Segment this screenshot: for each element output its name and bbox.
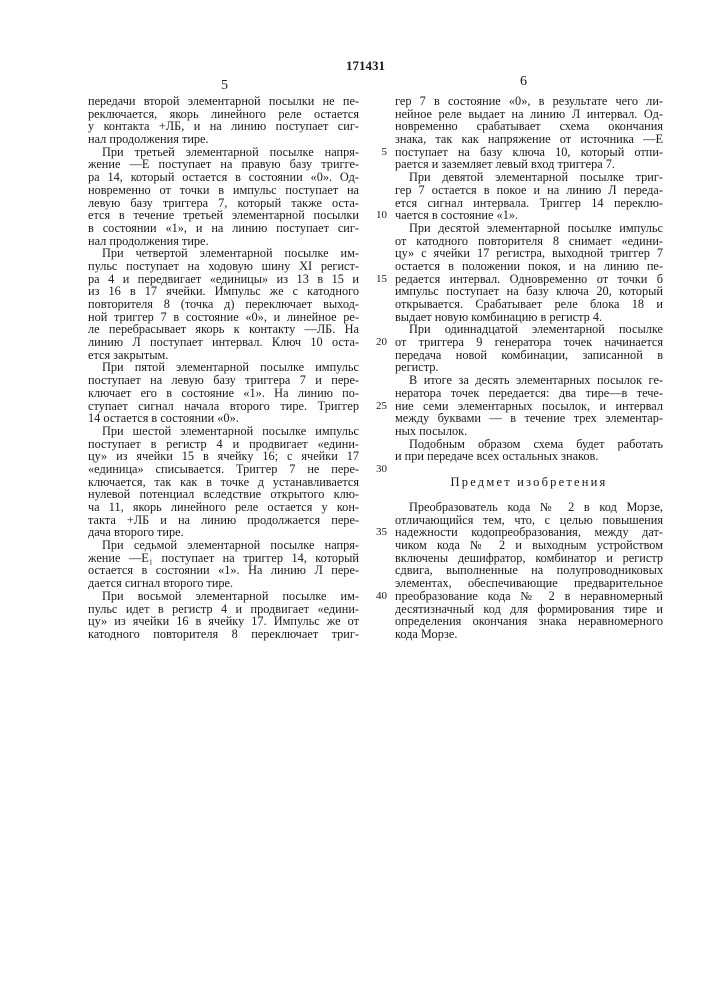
text-line: ной триггер 7 в состояние «0», и линейное ре-	[88, 311, 359, 324]
text-line: нал продолжения тире.	[88, 133, 359, 146]
text-line: жение —E₁ поступает на триггер 14, который	[88, 552, 359, 565]
text-line: пульс идет в регистр 4 и продвигает «едини-	[88, 603, 359, 616]
blank-line	[395, 463, 663, 476]
text-line: редается интервал. Одновременно от точки б 15	[395, 273, 663, 286]
text-line: Преобразователь кода № 2 в код Морзе,	[395, 501, 663, 514]
paragraph	[395, 95, 663, 171]
text-line: гер 7 в состояние «0», в результате чего ли-	[395, 95, 663, 108]
text-line: рается и заземляет левый вход триггера 7.	[395, 158, 663, 171]
text-line: При седьмой элементарной посылке напря-	[88, 539, 359, 552]
text-line: нератора точек передается: два тире—в тече-	[395, 387, 663, 400]
paragraph	[88, 590, 359, 641]
text-line: и при передаче всех остальных знаков.	[395, 450, 663, 463]
text-line: ется сигнал интервала. Триггер 14 переклю-	[395, 197, 663, 210]
text-line: жение —Е поступает на правую базу тригге-	[88, 158, 359, 171]
text-line: включены дешифратор, комбинатор и регистр	[395, 552, 663, 565]
text-line: чиком кода № 2 и выходным устройством	[395, 539, 663, 552]
left-text-column	[88, 95, 359, 641]
text-line: ключается, так как в точке д устанавливается	[88, 476, 359, 489]
text-line: в состоянии «1», и на линию поступает сиг-	[88, 222, 359, 235]
text-line: В итоге за десять элементарных посылок ге-	[395, 374, 663, 387]
text-line: регистр.	[395, 361, 663, 374]
paragraph	[395, 222, 663, 324]
text-line: выдает новую комбинацию в регистр 4.	[395, 311, 663, 324]
line-number: 40	[371, 590, 387, 603]
line-number: 10	[371, 209, 387, 222]
paragraph	[88, 247, 359, 361]
text-line: цу» из ячейки 15 в ячейку 16; с ячейки 17	[88, 450, 359, 463]
text-line: новременно срабатывает схема окончания	[395, 120, 663, 133]
text-line: чается в состояние «1». 10	[395, 209, 663, 222]
text-line: передачи второй элементарной посылки не пе-	[88, 95, 359, 108]
line-number: 25	[371, 400, 387, 413]
text-line: десятизначный код для формирования тире и	[395, 603, 663, 616]
line-number: 30	[371, 463, 387, 476]
text-line: остается в положении покоя, и на линию пе-	[395, 260, 663, 273]
line-number: 15	[371, 273, 387, 286]
text-line: дача второго тире.	[88, 526, 359, 539]
line-number: 35	[371, 526, 387, 539]
text-line: знака, так как напряжение от источника —Е	[395, 133, 663, 146]
text-line: «единица» списывается. Триггер 7 не пере-	[88, 463, 359, 476]
paragraph	[88, 425, 359, 539]
paragraph	[395, 323, 663, 374]
patent-number: 171431	[346, 58, 385, 74]
text-line: от катодного повторителя 8 снимает «едини-	[395, 235, 663, 248]
line-number: 5	[371, 146, 387, 159]
section-heading: Предмет изобретения	[395, 476, 663, 489]
text-line: 14 остается в состоянии «0».	[88, 412, 359, 425]
text-line: у контакта +ЛБ, и на линию поступает сиг-	[88, 120, 359, 133]
text-line: ра 14, который остается в состоянии «0». Од-	[88, 171, 359, 184]
text-line: преобразование кода № 2 в неравномерный 40	[395, 590, 663, 603]
text-line: ключает его в состояние «1». На линию по-	[88, 387, 359, 400]
text-line: катодного повторителя 8 переключает триг-	[88, 628, 359, 641]
text-line: При пятой элементарной посылке импульс	[88, 361, 359, 374]
text-line: дается сигнал второго тире.	[88, 577, 359, 590]
text-line: передача новой комбинации, записанной в	[395, 349, 663, 362]
text-line: такта +ЛБ и на линию продолжается пере-	[88, 514, 359, 527]
text-line: поступает на базу ключа 10, который отпи- 5	[395, 146, 663, 159]
text-line: нейное реле выдает на линию Л интервал. Од-	[395, 108, 663, 121]
text-line: ных посылок.	[395, 425, 663, 438]
paragraph	[395, 501, 663, 641]
text-line: кода Морзе.	[395, 628, 663, 641]
text-line: ступает сигнал начала второго тире. Триггер	[88, 400, 359, 413]
text-line: гер 7 остается в покое и на линию Л переда-	[395, 184, 663, 197]
text-line: ется в течение третьей элементарной посылки	[88, 209, 359, 222]
text-line: Подобным образом схема будет работать	[395, 438, 663, 451]
page-number-right: 6	[520, 74, 527, 90]
text-line: от триггера 9 генератора точек начинается 20	[395, 336, 663, 349]
text-line: нал продолжения тире.	[88, 235, 359, 248]
text-line: элементах, обеспечивающие предварительное	[395, 577, 663, 590]
text-line: открывается. Срабатывает реле блока 18 и	[395, 298, 663, 311]
text-line: нулевой потенциал вследствие открытого клю-	[88, 488, 359, 501]
text-line: цу» с ячейки 17 регистра, выходной триггер 7	[395, 247, 663, 260]
text-line: При девятой элементарной посылке триг-	[395, 171, 663, 184]
text-line: цу» из ячейки 16 в ячейку 17. Импульс же от	[88, 615, 359, 628]
text-line: При десятой элементарной посылке импульс	[395, 222, 663, 235]
text-line: При шестой элементарной посылке импульс	[88, 425, 359, 438]
line-number: 20	[371, 336, 387, 349]
text-line: надежности кодопреобразования, между дат- 35	[395, 526, 663, 539]
text-line: из 16 в 17 ячейки. Импульс же с катодного	[88, 285, 359, 298]
paragraph	[88, 539, 359, 590]
paragraph	[88, 95, 359, 146]
text-line: отличающийся тем, что, с целью повышения	[395, 514, 663, 527]
paragraph	[395, 438, 663, 463]
text-line: повторителя 8 (точка д) переключает выход-	[88, 298, 359, 311]
page-number-left: 5	[221, 78, 228, 94]
text-line: ра 4 и передвигает «единицы» из 13 в 15 и	[88, 273, 359, 286]
text-line: остается в состоянии «1». На линию Л пере-	[88, 564, 359, 577]
text-line: левую базу триггера 7, который также оста-	[88, 197, 359, 210]
paragraph	[88, 361, 359, 424]
text-line: реключается, якорь линейного реле остается	[88, 108, 359, 121]
text-line: При третьей элементарной посылке напря-	[88, 146, 359, 159]
text-line: При одиннадцатой элементарной посылке	[395, 323, 663, 336]
text-line: между буквами — в течение трех элементар-	[395, 412, 663, 425]
right-text-column	[395, 95, 663, 641]
text-line: ние семи элементарных посылок, и интервал 25	[395, 400, 663, 413]
text-line: поступает в регистр 4 и продвигает «едини-	[88, 438, 359, 451]
text-line: ле перебрасывает якорь к контакту —ЛБ. На	[88, 323, 359, 336]
text-line: импульс поступает на базу ключа 20, который	[395, 285, 663, 298]
text-line: ется закрытым.	[88, 349, 359, 362]
text-line: новременно от точки в импульс поступает на	[88, 184, 359, 197]
text-line: ча 11, якорь линейного реле остается у кон-	[88, 501, 359, 514]
text-line: сдвига, выполненные на полупроводниковых	[395, 564, 663, 577]
text-line: определения окончания знака неравномерного	[395, 615, 663, 628]
text-line: линию Л поступает интервал. Ключ 10 оста-	[88, 336, 359, 349]
paragraph	[395, 374, 663, 437]
paragraph	[395, 171, 663, 222]
text-line: пульс поступает на ходовую шину XI регист-	[88, 260, 359, 273]
text-line: При четвертой элементарной посылке им-	[88, 247, 359, 260]
paragraph	[88, 146, 359, 248]
text-line: При восьмой элементарной посылке им-	[88, 590, 359, 603]
text-line: поступает на левую базу триггера 7 и пере-	[88, 374, 359, 387]
